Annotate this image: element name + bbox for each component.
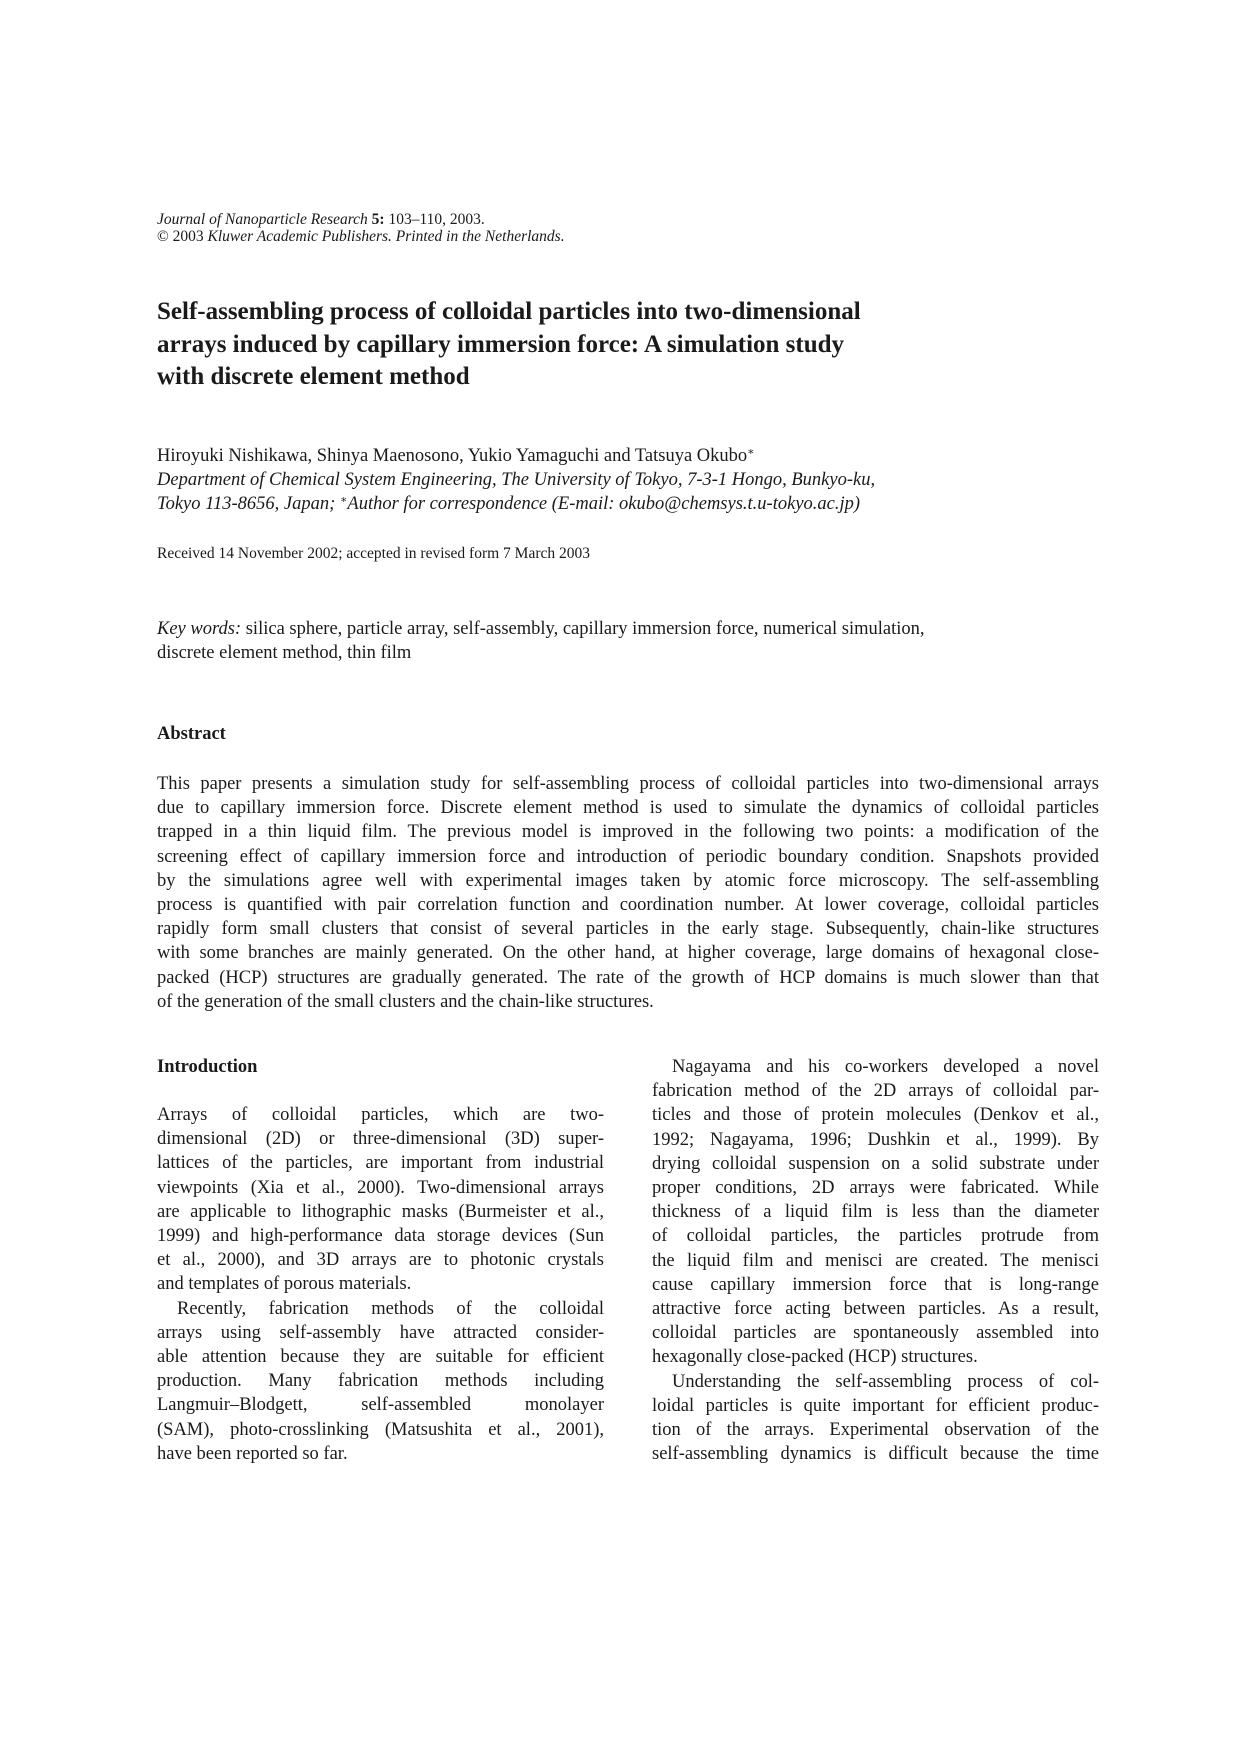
abstract-line: process is quantified with pair correlation function and coordination number. At lower coverage, colloidal particles (157, 895, 1099, 916)
body-text-line: Understanding the self-assembling process of col- (672, 1371, 1099, 1392)
abstract-body (157, 772, 1099, 1014)
introduction-right-column (652, 1055, 1099, 1466)
affiliation-line-1: Department of Chemical System Engineering, The University of Tokyo, 7-3-1 Hongo, Bunkyo-ku, (157, 470, 876, 490)
abstract-line: with some branches are mainly generated. On the other hand, at higher coverage, large domains of hexagonal close- (157, 943, 1099, 964)
body-text-line: fabrication method of the 2D arrays of colloidal par- (652, 1081, 1099, 1102)
abstract-line: by the simulations agree well with experimental images taken by atomic force microscopy. The self-assembling (157, 870, 1099, 891)
corresponding-author-mark: ∗ (747, 446, 755, 458)
journal-pages-year: 103–110, 2003. (388, 211, 485, 228)
keywords-list-1: silica sphere, particle array, self-assembly, capillary immersion force, numerical simulation, (245, 619, 925, 639)
body-text-line: Nagayama and his co-workers developed a novel (672, 1057, 1099, 1077)
abstract-line: This paper presents a simulation study for self-assembling process of colloidal particles into two-dimensional arrays (157, 774, 1099, 794)
journal-citation (157, 211, 857, 245)
body-text-line: (SAM), photo-crosslinking (Matsushita et al., 2001), (157, 1419, 604, 1440)
journal-name: Journal of Nanoparticle Research (157, 211, 368, 228)
body-text-line: lattices of the particles, are important from industrial (157, 1153, 604, 1174)
citation-line-2 (157, 228, 857, 245)
body-text-line: able attention because they are suitable for efficient (157, 1347, 604, 1368)
body-text-line: production. Many fabrication methods including (157, 1371, 604, 1392)
body-text-line: proper conditions, 2D arrays were fabricated. While (652, 1178, 1099, 1199)
body-text-line: self-assembling dynamics is difficult because the time (652, 1444, 1099, 1465)
body-text-line: have been reported so far. (157, 1443, 348, 1464)
body-text-line: et al., 2000), and 3D arrays are to photonic crystals (157, 1250, 604, 1271)
body-text-line: Recently, fabrication methods of the colloidal (177, 1298, 604, 1319)
correspondence-mark: ∗ (339, 494, 348, 506)
keywords-line-1 (157, 617, 1107, 641)
journal-volume: 5: (371, 211, 385, 228)
body-text-line: viewpoints (Xia et al., 2000). Two-dimensional arrays (157, 1177, 604, 1198)
copyright-notice: © 2003 (157, 228, 204, 245)
body-text-line: colloidal particles are spontaneously assembled into (652, 1323, 1099, 1344)
body-text-line: drying colloidal suspension on a solid substrate under (652, 1153, 1099, 1174)
body-text-line: arrays using self-assembly have attracted consider- (157, 1322, 604, 1343)
body-text-line: are applicable to lithographic masks (Burmeister et al., (157, 1201, 604, 1222)
introduction-left-column (157, 1103, 604, 1466)
body-text-line: and templates of porous materials. (157, 1274, 412, 1295)
citation-line-1 (157, 211, 857, 228)
body-text-line: 1999) and high-performance data storage devices (Sun (157, 1226, 604, 1247)
title-line: with discrete element method (157, 363, 470, 390)
body-text-line: tion of the arrays. Experimental observation of the (652, 1420, 1099, 1441)
title-line: Self-assembling process of colloidal particles into two-dimensional (157, 298, 861, 325)
abstract-line: of the generation of the small clusters and the chain-like structures. (157, 991, 654, 1012)
body-text-line: Arrays of colloidal particles, which are two- (157, 1105, 604, 1125)
paper-title (157, 296, 957, 394)
introduction-heading: Introduction (157, 1057, 258, 1077)
received-dates: Received 14 November 2002; accepted in revised form 7 March 2003 (157, 545, 590, 562)
affiliation-line-2 (157, 492, 1107, 516)
abstract-line: due to capillary immersion force. Discrete element method is used to simulate the dynamics of colloidal particles (157, 798, 1099, 819)
keywords-label: Key words: (157, 619, 242, 639)
body-text-line: dimensional (2D) or three-dimensional (3D) super- (157, 1129, 604, 1150)
abstract-line: trapped in a thin liquid film. The previous model is improved in the following two points: a modification of the (157, 822, 1099, 843)
body-text-line: the liquid film and menisci are created. The menisci (652, 1250, 1099, 1271)
title-line: arrays induced by capillary immersion force: A simulation study (157, 330, 845, 358)
correspondence-email: Author for correspondence (E-mail: okubo@chemsys.t.u-tokyo.ac.jp) (347, 494, 861, 514)
keywords-block (157, 617, 1107, 665)
keywords-line-2: discrete element method, thin film (157, 643, 412, 663)
body-text-line: hexagonally close-packed (HCP) structures. (652, 1347, 978, 1368)
abstract-line: packed (HCP) structures are gradually generated. The rate of the growth of HCP domains is much slower than that (157, 967, 1099, 988)
publisher-name: Kluwer Academic Publishers. Printed in the Netherlands. (207, 228, 565, 245)
abstract-line: screening effect of capillary immersion force and introduction of periodic boundary condition. Snapshots provided (157, 846, 1099, 867)
abstract-line: rapidly form small clusters that consist of several particles in the early stage. Subsequently, chain-like structures (157, 919, 1099, 940)
body-text-line: thickness of a liquid film is less than the diameter (652, 1202, 1099, 1223)
author-names-line (157, 444, 1107, 468)
body-text-line: attractive force acting between particles. As a result, (652, 1299, 1099, 1320)
body-text-line: of colloidal particles, the particles protrude from (652, 1226, 1099, 1247)
affiliation-address: Tokyo 113-8656, Japan; (157, 494, 336, 514)
abstract-heading: Abstract (157, 724, 226, 744)
body-text-line: ticles and those of protein molecules (Denkov et al., (652, 1105, 1099, 1126)
author-names: Hiroyuki Nishikawa, Shinya Maenosono, Yukio Yamaguchi and Tatsuya Okubo (157, 446, 748, 466)
body-text-line: Langmuir–Blodgett, self-assembled monolayer (157, 1395, 604, 1416)
author-block (157, 444, 1107, 516)
body-text-line: 1992; Nagayama, 1996; Dushkin et al., 1999). By (652, 1129, 1099, 1150)
body-text-line: loidal particles is quite important for efficient produc- (652, 1395, 1099, 1416)
body-text-line: cause capillary immersion force that is long-range (652, 1274, 1099, 1295)
